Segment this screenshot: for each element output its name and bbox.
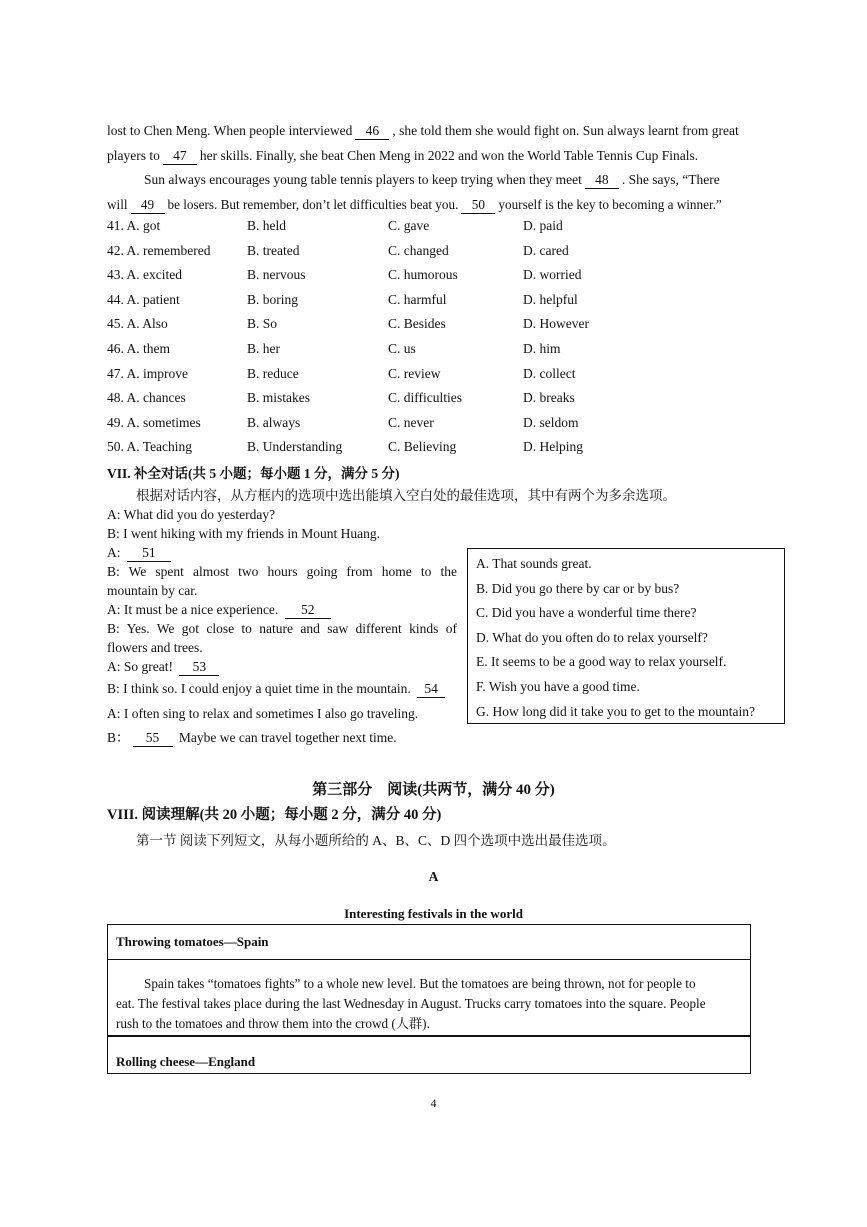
option-choice: 45. A. Also (107, 316, 168, 332)
dialogue-line: B: I think so. I could enjoy a quiet time in the mountain. 54 (107, 679, 457, 704)
dialogue-line: mountain by car. (107, 583, 198, 598)
option-row (107, 415, 667, 440)
option-choice: D. paid (523, 218, 563, 233)
option-choice: C. difficulties (388, 390, 462, 406)
blank-55[interactable]: 55 (133, 730, 173, 747)
option-choice: 49. A. sometimes (107, 414, 201, 430)
option-b: B. Did you go there by car or by bus? (476, 581, 680, 596)
option-g: G. How long did it take you to get to the mountain? (476, 704, 755, 719)
passage-line: lost to Chen Meng. When people interviewed 46 , she told them she would fight on. Sun always learnt from great (107, 123, 739, 138)
festival-title-england: Rolling cheese—England (116, 1054, 256, 1069)
dialogue-line: A: What did you do yesterday? (107, 507, 276, 522)
option-choice: C. humorous (388, 267, 458, 283)
option-choice: B. So (247, 316, 278, 332)
festival-title-spain: Throwing tomatoes—Spain (116, 934, 269, 949)
option-choice: B. always (247, 414, 301, 430)
option-row (107, 218, 667, 243)
option-row (107, 267, 667, 292)
option-choice: D. Helping (523, 439, 583, 455)
option-e: E. It seems to be a good way to relax yourself. (476, 654, 727, 669)
option-choice: D. worried (523, 267, 582, 283)
option-row (107, 292, 667, 317)
blank-53[interactable]: 53 (179, 659, 219, 676)
section-8-instruction: 第一节 阅读下列短文，从每小题所给的 A、B、C、D 四个选项中选出最佳选项。 (136, 833, 616, 848)
section-7-instruction: 根据对话内容，从方框内的选项中选出能填入空白处的最佳选项，其中有两个为多余选项。 (136, 488, 676, 503)
dialogue-line: A: 51 (107, 543, 457, 562)
passage-line: Sun always encourages young table tennis players to keep trying when they meet 48 . She says, “There (144, 172, 720, 187)
option-choice: D. However (523, 316, 589, 332)
option-choice: B. mistakes (247, 390, 310, 406)
dialogue-line: B： 55 Maybe we can travel together next time. (107, 730, 397, 745)
dialogue (107, 505, 457, 747)
option-choice: 47. A. improve (107, 365, 188, 381)
option-row (107, 316, 667, 341)
option-choice: B. held (247, 218, 286, 233)
page-number: 4 (430, 1096, 437, 1110)
table-title: Interesting festivals in the world (344, 906, 523, 921)
option-choice: D. him (523, 341, 561, 356)
blank-50[interactable]: 50 (461, 197, 495, 214)
cloze-passage (107, 119, 767, 217)
option-c: C. Did you have a wonderful time there? (476, 605, 697, 620)
blank-46[interactable]: 46 (355, 123, 389, 140)
option-choice: B. Understanding (247, 439, 343, 455)
dialogue-options-box (467, 548, 785, 724)
passage-line: will 49 be losers. But remember, don’t let difficulties beat you. 50 yourself is the key to becoming a winner.” (107, 196, 722, 212)
dialogue-line: A: It must be a nice experience. 52 (107, 600, 457, 619)
option-choice: D. collect (523, 365, 576, 381)
festival-text-line: rush to the tomatoes and throw them into the crowd (人群). (116, 1016, 430, 1031)
table-row (108, 960, 750, 1036)
option-row (107, 439, 667, 464)
festival-text-line: Spain takes “tomatoes fights” to a whole new level. But the tomatoes are being thrown, not for people to (144, 976, 696, 991)
option-row (107, 366, 667, 391)
option-choice: C. Besides (388, 316, 446, 332)
option-choice: C. us (388, 341, 416, 356)
blank-48[interactable]: 48 (585, 172, 619, 189)
option-choice: C. never (388, 414, 434, 430)
option-f: F. Wish you have a good time. (476, 679, 640, 694)
dialogue-line: A: I often sing to relax and sometimes I also go traveling. (107, 706, 419, 721)
option-choice: C. gave (388, 218, 430, 233)
blank-54[interactable]: 54 (417, 681, 445, 698)
option-choice: C. harmful (388, 291, 447, 307)
table-row (108, 925, 750, 960)
option-choice: D. cared (523, 242, 569, 258)
option-choice: B. her (247, 341, 280, 356)
option-choice: 42. A. remembered (107, 242, 211, 258)
section-7-title: VII. 补全对话(共 5 小题；每小题 1 分，满分 5 分) (107, 466, 400, 481)
blank-51[interactable]: 51 (127, 545, 171, 562)
option-row (107, 341, 667, 366)
option-row (107, 390, 667, 415)
option-choice: 44. A. patient (107, 291, 180, 307)
option-choice: 43. A. excited (107, 267, 182, 283)
option-choice: 50. A. Teaching (107, 439, 193, 455)
passage-label: A (428, 869, 439, 884)
option-choice: B. reduce (247, 365, 299, 381)
blank-49[interactable]: 49 (131, 197, 165, 214)
option-choice: D. helpful (523, 291, 578, 307)
passage-line: players to 47 her skills. Finally, she beat Chen Meng in 2022 and won the World Table Tennis Cup Finals. (107, 147, 699, 163)
option-choice: C. review (388, 365, 441, 381)
option-d: D. What do you often do to relax yourself? (476, 630, 708, 645)
dialogue-line: B: We spent almost two hours going from home to the (107, 564, 457, 579)
option-choice: B. boring (247, 291, 299, 307)
option-choice: 46. A. them (107, 341, 170, 356)
option-choice: B. treated (247, 242, 300, 258)
dialogue-line: A: So great! 53 (107, 657, 457, 679)
option-choice: D. seldom (523, 414, 579, 430)
dialogue-line: B: Yes. We got close to nature and saw different kinds of (107, 621, 457, 636)
table-row (108, 1036, 750, 1073)
option-choice: B. nervous (247, 267, 306, 283)
section-8-title: VIII. 阅读理解(共 20 小题；每小题 2 分，满分 40 分) (107, 807, 442, 823)
option-choice: C. Believing (388, 439, 457, 455)
festival-table (107, 924, 751, 1074)
dialogue-line: B: I went hiking with my friends in Mount Huang. (107, 526, 380, 541)
option-choice: 48. A. chances (107, 390, 186, 406)
festival-text-line: eat. The festival takes place during the last Wednesday in August. Trucks carry tomatoes into the square. People (116, 996, 706, 1011)
blank-47[interactable]: 47 (163, 148, 197, 165)
option-choice: D. breaks (523, 390, 575, 406)
dialogue-line: flowers and trees. (107, 640, 203, 655)
blank-52[interactable]: 52 (285, 602, 331, 619)
option-choice: C. changed (388, 242, 449, 258)
part-3-heading: 第三部分 阅读(共两节，满分 40 分) (312, 782, 555, 798)
option-a: A. That sounds great. (476, 556, 592, 571)
option-row (107, 243, 667, 268)
option-choice: 41. A. got (107, 218, 161, 233)
